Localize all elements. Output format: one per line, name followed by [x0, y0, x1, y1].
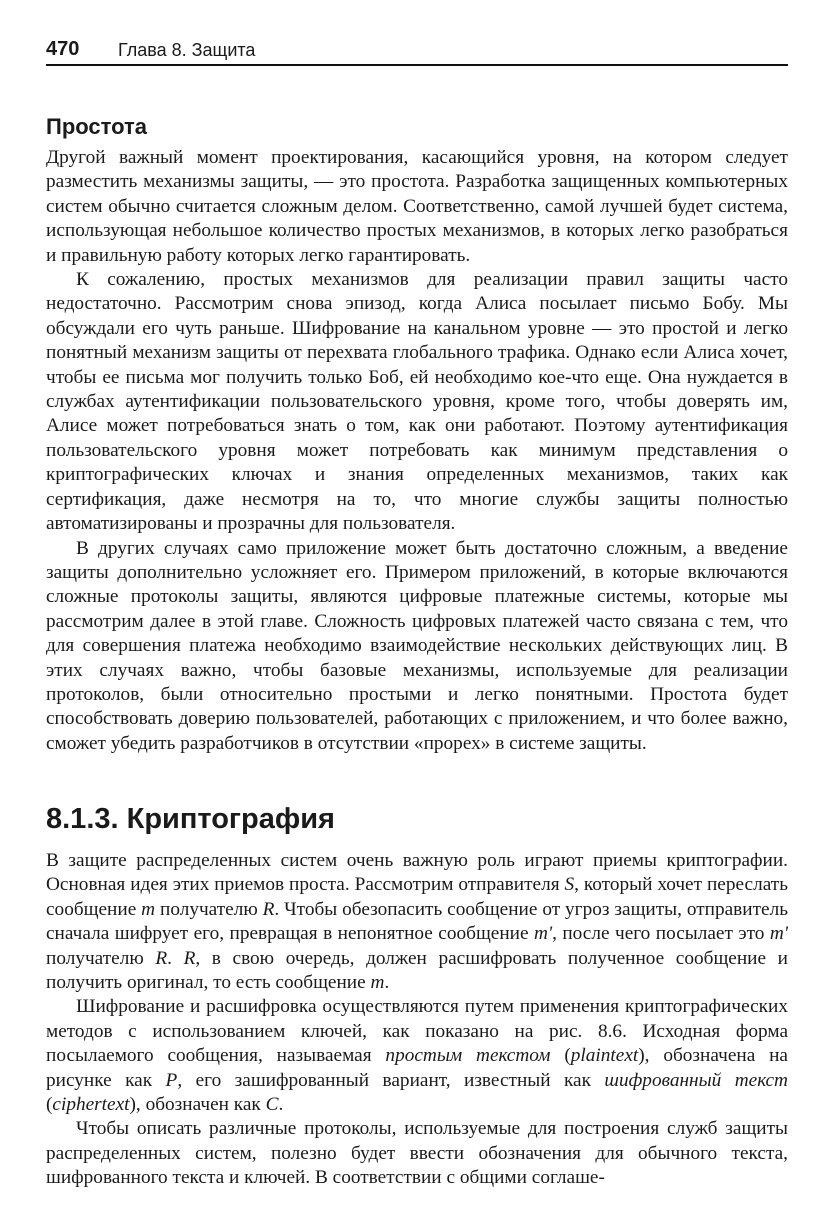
term-plain-text: простым текстом: [385, 1045, 551, 1067]
paragraph: Шифрование и расшифровка осуществляются путем применения криптографических методов с использованием ключей, как показано на рис. 8.6. Исходная форма посылаемого сообщения, называемая простым текстом (plaintext), обозначена на рисунке как P, его зашифрованный вариант, известный как шифрованный текст (ciphertext), обозначен как C.: [46, 996, 788, 1116]
variable-m-prime: m': [534, 923, 553, 945]
variable-m: m: [370, 972, 385, 994]
variable-s: S: [564, 874, 575, 896]
section-body: [46, 849, 788, 1191]
subsection-heading: Простота: [46, 114, 148, 139]
variable-m-prime: m': [769, 923, 788, 945]
paragraph: В защите распределенных систем очень важную роль играют приемы криптографии. Основная идея этих приемов проста. Рассмотрим отправителя S, который хочет переслать сообщение m получателю R. Чтобы обезопасить сообщение от угроз защиты, отправитель сначала шифрует его, превращая в непонятное сообщение m', после чего посылает это m' получателю R. R, в свою очередь, должен расшифровать полученное сообщение и получить оригинал, то есть сообщение m.: [46, 850, 788, 994]
term-plaintext-en: plaintext: [570, 1045, 639, 1067]
term-cipher-text: шифрованный текст: [604, 1069, 788, 1091]
subsection-body: [46, 146, 788, 756]
paragraph: Другой важный момент проектирования, касающийся уровня, на котором следует разместить механизмы защиты, — это простота. Разработка защищенных компьютерных систем обычно считается сложным делом. Соответственно, самой лучшей будет система, использующая небольшое количество простых механизмов, в которых легко разобраться и правильную работу которых легко гарантировать.: [46, 147, 788, 266]
paragraph: Чтобы описать различные протоколы, используемые для построения служб защиты распределенных систем, полезно будет ввести обозначения для обычного текста, шифрованного текста и ключей. В соответствии с общими соглаше-: [46, 1118, 788, 1189]
section-heading: 8.1.3. Криптография: [46, 803, 335, 835]
variable-c: C: [265, 1094, 279, 1116]
book-page: [46, 0, 788, 1229]
chapter-title: Глава 8. Защита: [118, 40, 256, 60]
paragraph: К сожалению, простых механизмов для реализации правил защиты часто недостаточно. Рассмотрим снова эпизод, когда Алиса посылает письмо Бобу. Мы обсуждали его чуть раньше. Шифрование на канальном уровне — это простой и легко понятный механизм защиты от перехвата глобального трафика. Однако если Алиса хочет, чтобы ее письма мог получить только Боб, ей необходимо кое-что еще. Она нуждается в службах аутентификации пользовательского уровня, кроме того, чтобы доверять им, Алисе может потребоваться знать о том, как они работают. Поэтому аутентификация пользовательского уровня может потребовать как минимум представления о криптографических ключах и знания определенных механизмов, таких как сертификация, даже несмотря на то, что многие службы защиты полностью автоматизированы и прозрачны для пользователя.: [46, 269, 788, 535]
term-ciphertext-en: ciphertext: [52, 1094, 130, 1116]
variable-r: R: [262, 898, 275, 920]
running-head: [46, 36, 788, 66]
variable-r: R: [183, 947, 196, 969]
page-number: 470: [46, 38, 80, 60]
variable-m: m: [141, 898, 156, 920]
variable-r: R: [155, 947, 168, 969]
paragraph: В других случаях само приложение может быть достаточно сложным, а введение защиты дополнительно усложняет его. Примером приложений, в которые включаются сложные протоколы защиты, являются цифровые платежные системы, которые мы рассмотрим далее в этой главе. Сложность цифровых платежей часто связана с тем, что для совершения платежа необходимо взаимодействие нескольких действующих лиц. В этих случаях важно, чтобы базовые механизмы, используемые для реализации протоколов, были относительно простыми и легко понятными. Простота будет способствовать доверию пользователей, работающих с приложением, и что более важно, сможет убедить разработчиков в отсутствии «прорех» в системе защиты.: [46, 537, 788, 754]
variable-p: P: [165, 1069, 178, 1091]
